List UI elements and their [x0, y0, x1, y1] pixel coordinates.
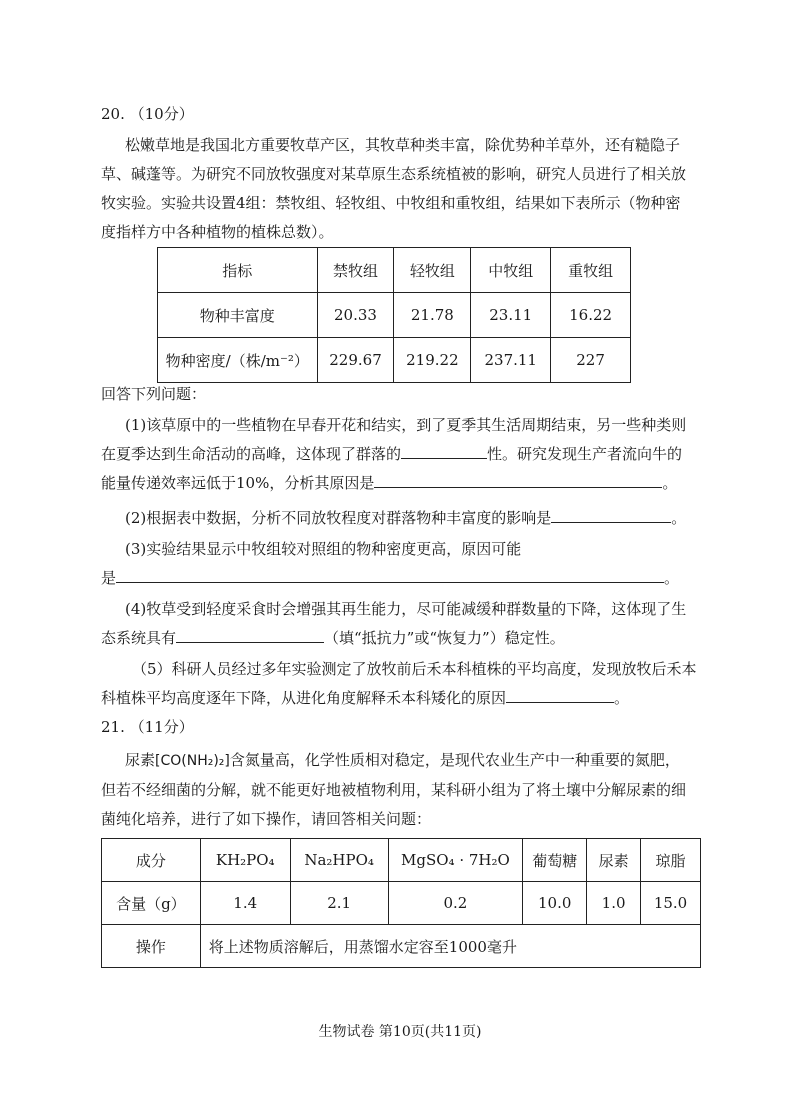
- table-cell: 物种密度/（株/m⁻²）: [158, 338, 318, 383]
- q20-part3-line: [101, 567, 679, 589]
- table-header-cell: 重牧组: [551, 248, 631, 293]
- table-header-cell: 葡萄糖: [523, 839, 587, 882]
- table-cell: 物种丰富度: [158, 293, 318, 338]
- table-header-row: [102, 839, 701, 882]
- q20-part4-line: (4)牧草受到轻度采食时会增强其再生能力，尽可能减缓种群数量的下降，这体现了生: [125, 600, 687, 618]
- table-cell: 219.22: [394, 338, 471, 383]
- page-footer: 生物试卷 第10页(共11页): [318, 1024, 482, 1040]
- text-segment: 是: [101, 569, 117, 587]
- table-cell: 15.0: [641, 882, 701, 925]
- text-segment: 能量传递效率远低于10%，分析其原因是: [101, 474, 375, 492]
- table-header-cell: 禁牧组: [317, 248, 394, 293]
- table-header-cell: KH₂PO₄: [200, 839, 290, 882]
- table-cell: 2.1: [290, 882, 388, 925]
- table-header-cell: 指标: [158, 248, 318, 293]
- text-segment: 。: [614, 689, 630, 707]
- table-header-cell: 尿素: [587, 839, 641, 882]
- table-row: [102, 925, 701, 968]
- q20-part1-line: [101, 443, 682, 465]
- medium-composition-table: [101, 838, 701, 968]
- text-segment: 性。研究发现生产者流向牛的: [487, 445, 683, 463]
- q20-intro-line: 度指样方中各种植物的植株总数）。: [101, 223, 334, 241]
- q20-part2-line: [125, 507, 686, 529]
- answer-prompt: 回答下列问题：: [101, 385, 207, 403]
- text-segment: 。: [671, 509, 687, 527]
- q21-intro-line: 但若不经细菌的分解，就不能更好地被植物利用，某科研小组为了将土壤中分解尿素的细: [101, 781, 687, 799]
- answer-blank[interactable]: [506, 687, 614, 703]
- answer-blank[interactable]: [401, 443, 487, 459]
- urea-formula: [CO(NH₂)₂]: [155, 753, 230, 769]
- answer-blank[interactable]: [116, 567, 664, 583]
- text-segment: 尿素: [125, 751, 156, 769]
- table-header-row: [158, 248, 631, 293]
- table-cell: 237.11: [471, 338, 551, 383]
- q20-part1-line: [101, 472, 677, 494]
- table-cell: 0.2: [388, 882, 523, 925]
- table-row: [158, 293, 631, 338]
- answer-blank[interactable]: [551, 507, 671, 523]
- q20-intro-line: 草、碱蓬等。为研究不同放牧强度对某草原生态系统植被的影响，研究人员进行了相关放: [101, 165, 687, 183]
- table-header-cell: 成分: [102, 839, 201, 882]
- q20-part3-line: (3)实验结果显示中牧组较对照组的物种密度更高，原因可能: [125, 540, 522, 558]
- table-cell: 23.11: [471, 293, 551, 338]
- answer-blank[interactable]: [176, 627, 324, 643]
- answer-blank[interactable]: [374, 472, 662, 488]
- q20-part4-line: [101, 627, 565, 649]
- text-segment: (2)根据表中数据，分析不同放牧程度对群落物种丰富度的影响是: [125, 509, 552, 527]
- table-cell: 含量（g）: [102, 882, 201, 925]
- text-segment: 。: [662, 474, 678, 492]
- table-header-cell: 琼脂: [641, 839, 701, 882]
- text-segment: 含氮量高，化学性质相对稳定，是现代农业生产中一种重要的氮肥，: [229, 751, 680, 769]
- table-cell: 20.33: [317, 293, 394, 338]
- table-cell: 21.78: [394, 293, 471, 338]
- table-row: [158, 338, 631, 383]
- q20-intro-line: 牧实验。实验共设置4组：禁牧组、轻牧组、中牧组和重牧组，结果如下表所示（物种密: [101, 194, 681, 212]
- q20-part5-line: [101, 687, 629, 709]
- q20-part1-line: (1)该草原中的一些植物在早春开花和结实，到了夏季其生活周期结束，另一些种类则: [125, 416, 687, 434]
- table-header-cell: 中牧组: [471, 248, 551, 293]
- table-cell: 229.67: [317, 338, 394, 383]
- table-cell: 16.22: [551, 293, 631, 338]
- q20-part5-line: （5）科研人员经过多年实验测定了放牧前后禾本科植株的平均高度，发现放牧后禾本: [132, 660, 697, 678]
- table-cell: 操作: [102, 925, 201, 968]
- table-header-cell: 轻牧组: [394, 248, 471, 293]
- table-header-cell: Na₂HPO₄: [290, 839, 388, 882]
- q21-intro-line: [125, 749, 680, 772]
- table-cell: 10.0: [523, 882, 587, 925]
- text-segment: 态系统具有: [101, 629, 177, 647]
- table-header-cell: MgSO₄ · 7H₂O: [388, 839, 523, 882]
- text-segment: 在夏季达到生命活动的高峰，这体现了群落的: [101, 445, 402, 463]
- table-cell: 将上述物质溶解后，用蒸馏水定容至1000毫升: [200, 925, 700, 968]
- table-cell: 1.4: [200, 882, 290, 925]
- table-row: [102, 882, 701, 925]
- q20-header: 20. （10分）: [101, 105, 194, 123]
- text-segment: 。: [664, 569, 680, 587]
- grazing-results-table: [157, 247, 631, 383]
- text-segment: （填“抵抗力”或“恢复力”）稳定性。: [324, 629, 565, 647]
- q21-intro-line: 菌纯化培养，进行了如下操作，请回答相关问题：: [101, 810, 432, 828]
- table-cell: 227: [551, 338, 631, 383]
- text-segment: 科植株平均高度逐年下降，从进化角度解释禾本科矮化的原因: [101, 689, 507, 707]
- q20-intro-line: 松嫩草地是我国北方重要牧草产区，其牧草种类丰富，除优势种羊草外，还有糙隐子: [125, 136, 681, 154]
- q21-header: 21. （11分）: [101, 718, 194, 736]
- table-cell: 1.0: [587, 882, 641, 925]
